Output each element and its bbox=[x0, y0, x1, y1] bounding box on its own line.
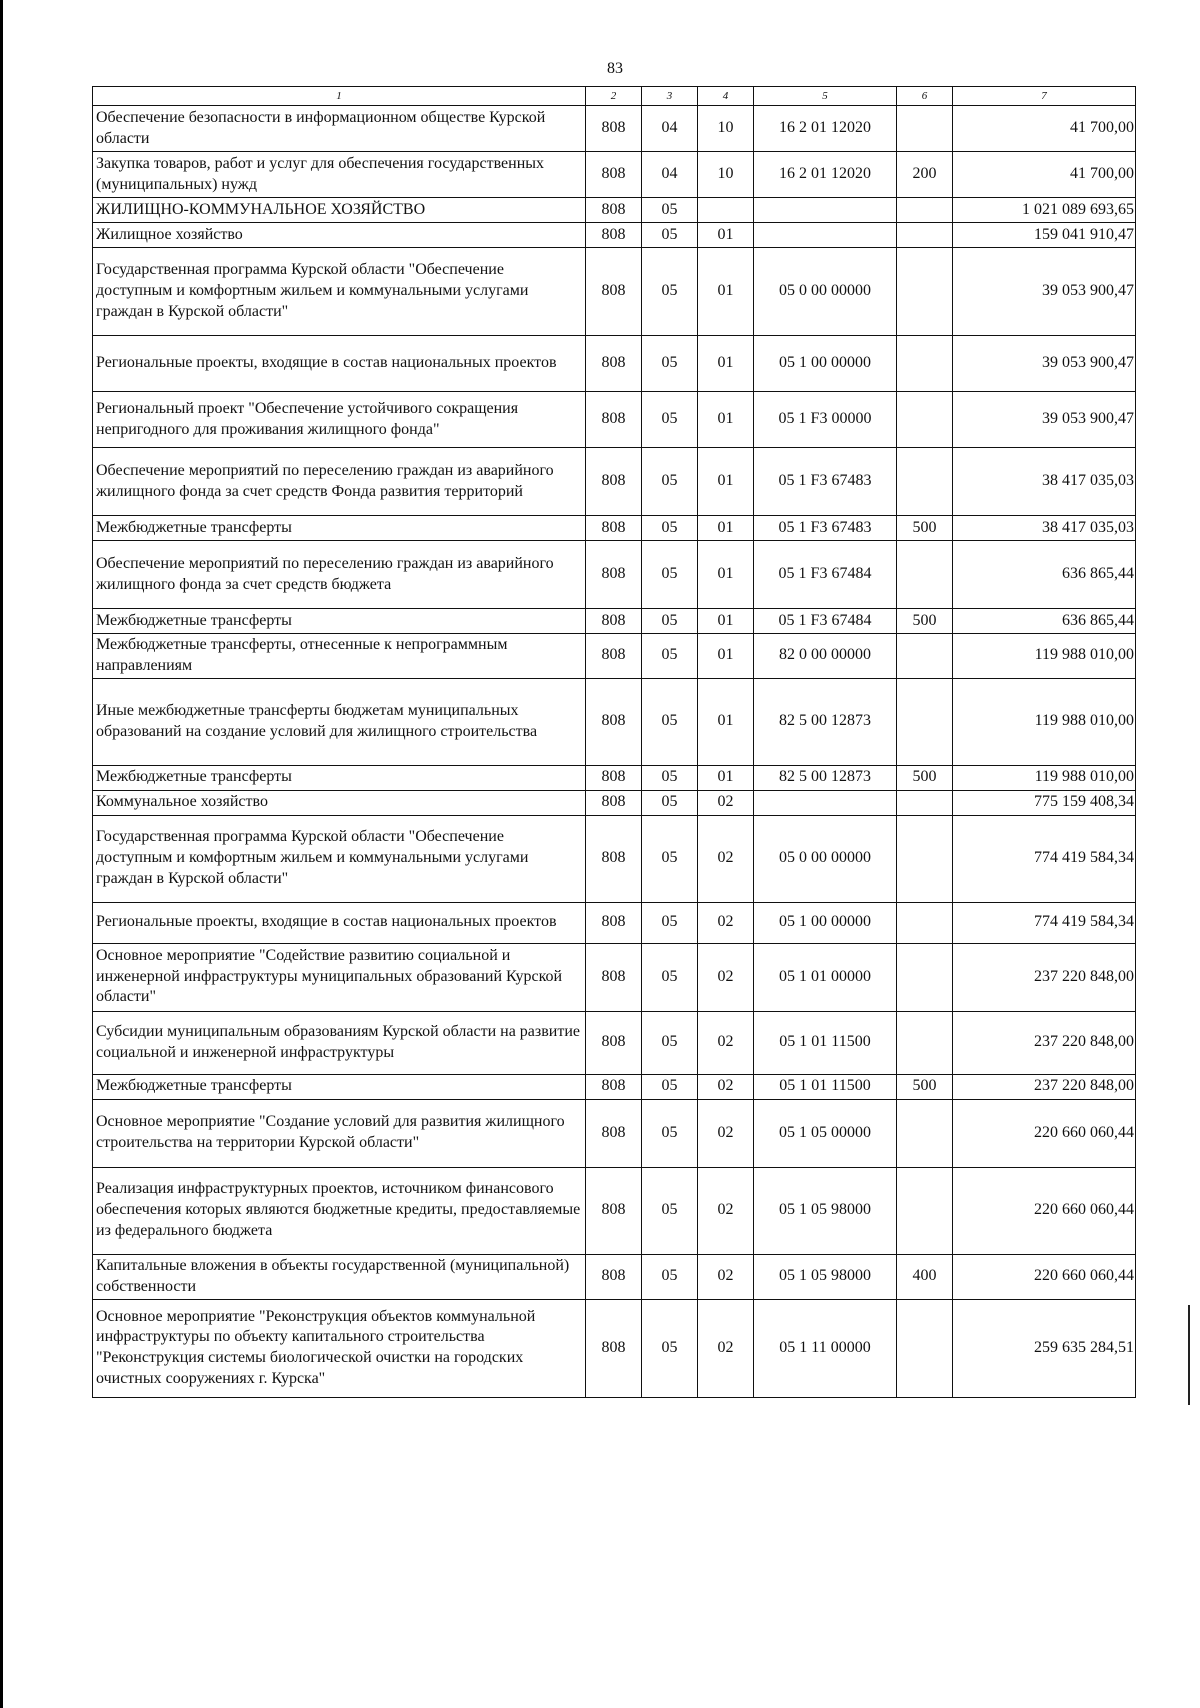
row-amount: 636 865,44 bbox=[953, 609, 1136, 634]
row-section: 05 bbox=[642, 223, 698, 248]
row-name: Межбюджетные трансферты bbox=[93, 1074, 586, 1099]
row-amount: 259 635 284,51 bbox=[953, 1299, 1136, 1397]
row-amount: 237 220 848,00 bbox=[953, 943, 1136, 1011]
row-subsection: 01 bbox=[698, 223, 754, 248]
row-target-article: 05 1 01 11500 bbox=[754, 1074, 897, 1099]
row-target-article: 05 1 05 00000 bbox=[754, 1099, 897, 1167]
row-amount: 119 988 010,00 bbox=[953, 765, 1136, 790]
row-expense-type bbox=[897, 1011, 953, 1074]
row-target-article: 05 0 00 00000 bbox=[754, 248, 897, 336]
row-name: Основное мероприятие "Создание условий для развития жилищного строительства на территории Курской области" bbox=[93, 1099, 586, 1167]
table-row bbox=[93, 448, 1136, 516]
row-section: 05 bbox=[642, 198, 698, 223]
row-expense-type bbox=[897, 106, 953, 152]
row-name: ЖИЛИЩНО-КОММУНАЛЬНОЕ ХОЗЯЙСТВО bbox=[93, 198, 586, 223]
row-ministry-code: 808 bbox=[586, 223, 642, 248]
row-section: 05 bbox=[642, 1074, 698, 1099]
row-subsection: 01 bbox=[698, 516, 754, 541]
row-target-article: 05 1 00 00000 bbox=[754, 902, 897, 943]
row-subsection: 02 bbox=[698, 790, 754, 815]
row-section: 05 bbox=[642, 1167, 698, 1254]
row-target-article: 05 1 05 98000 bbox=[754, 1254, 897, 1299]
row-ministry-code: 808 bbox=[586, 198, 642, 223]
row-amount: 220 660 060,44 bbox=[953, 1099, 1136, 1167]
row-target-article: 05 1 F3 67483 bbox=[754, 516, 897, 541]
row-section: 05 bbox=[642, 1011, 698, 1074]
scan-border bbox=[0, 0, 3, 1708]
table-row bbox=[93, 1254, 1136, 1299]
row-expense-type bbox=[897, 248, 953, 336]
row-name: Капитальные вложения в объекты государственной (муниципальной) собственности bbox=[93, 1254, 586, 1299]
row-section: 05 bbox=[642, 541, 698, 609]
row-ministry-code: 808 bbox=[586, 1011, 642, 1074]
row-section: 05 bbox=[642, 516, 698, 541]
scan-mark bbox=[1188, 1305, 1190, 1405]
row-section: 05 bbox=[642, 765, 698, 790]
row-expense-type bbox=[897, 223, 953, 248]
row-section: 05 bbox=[642, 1299, 698, 1397]
row-subsection: 02 bbox=[698, 902, 754, 943]
row-target-article: 82 5 00 12873 bbox=[754, 765, 897, 790]
row-ministry-code: 808 bbox=[586, 1099, 642, 1167]
table-row bbox=[93, 336, 1136, 392]
column-header: 1 bbox=[93, 87, 586, 106]
row-amount: 39 053 900,47 bbox=[953, 248, 1136, 336]
row-expense-type: 500 bbox=[897, 609, 953, 634]
table-row bbox=[93, 943, 1136, 1011]
row-target-article: 05 1 01 11500 bbox=[754, 1011, 897, 1074]
row-ministry-code: 808 bbox=[586, 678, 642, 765]
row-section: 05 bbox=[642, 943, 698, 1011]
row-subsection: 02 bbox=[698, 1167, 754, 1254]
row-name: Региональный проект "Обеспечение устойчивого сокращения непригодного для проживания жилищного фонда" bbox=[93, 392, 586, 448]
row-expense-type bbox=[897, 815, 953, 902]
row-subsection: 01 bbox=[698, 541, 754, 609]
row-amount: 41 700,00 bbox=[953, 106, 1136, 152]
row-ministry-code: 808 bbox=[586, 609, 642, 634]
table-row bbox=[93, 248, 1136, 336]
row-subsection: 02 bbox=[698, 1254, 754, 1299]
table-row bbox=[93, 815, 1136, 902]
row-subsection: 02 bbox=[698, 1074, 754, 1099]
row-ministry-code: 808 bbox=[586, 106, 642, 152]
row-name: Региональные проекты, входящие в состав национальных проектов bbox=[93, 902, 586, 943]
row-expense-type bbox=[897, 790, 953, 815]
row-name: Государственная программа Курской области "Обеспечение доступным и комфортным жильем и коммунальными услугами граждан в Курской области" bbox=[93, 815, 586, 902]
row-name: Обеспечение безопасности в информационном обществе Курской области bbox=[93, 106, 586, 152]
row-section: 05 bbox=[642, 248, 698, 336]
row-section: 05 bbox=[642, 609, 698, 634]
row-section: 05 bbox=[642, 336, 698, 392]
row-target-article: 05 1 F3 00000 bbox=[754, 392, 897, 448]
column-header: 2 bbox=[586, 87, 642, 106]
table-row bbox=[93, 609, 1136, 634]
table-row bbox=[93, 516, 1136, 541]
row-name: Региональные проекты, входящие в состав национальных проектов bbox=[93, 336, 586, 392]
row-target-article: 82 5 00 12873 bbox=[754, 678, 897, 765]
row-amount: 220 660 060,44 bbox=[953, 1167, 1136, 1254]
row-subsection: 01 bbox=[698, 392, 754, 448]
table-row bbox=[93, 541, 1136, 609]
table-row bbox=[93, 902, 1136, 943]
row-subsection: 01 bbox=[698, 765, 754, 790]
row-section: 05 bbox=[642, 1099, 698, 1167]
row-target-article bbox=[754, 223, 897, 248]
table-row bbox=[93, 1099, 1136, 1167]
row-expense-type: 400 bbox=[897, 1254, 953, 1299]
row-name: Межбюджетные трансферты bbox=[93, 609, 586, 634]
row-section: 05 bbox=[642, 392, 698, 448]
row-ministry-code: 808 bbox=[586, 790, 642, 815]
row-expense-type: 500 bbox=[897, 1074, 953, 1099]
row-target-article: 82 0 00 00000 bbox=[754, 634, 897, 679]
row-expense-type bbox=[897, 678, 953, 765]
row-expense-type bbox=[897, 1299, 953, 1397]
row-amount: 39 053 900,47 bbox=[953, 392, 1136, 448]
table-row bbox=[93, 678, 1136, 765]
table-row bbox=[93, 152, 1136, 198]
row-expense-type: 500 bbox=[897, 516, 953, 541]
row-subsection: 02 bbox=[698, 815, 754, 902]
table-row bbox=[93, 392, 1136, 448]
row-name: Жилищное хозяйство bbox=[93, 223, 586, 248]
row-expense-type bbox=[897, 541, 953, 609]
row-name: Обеспечение мероприятий по переселению граждан из аварийного жилищного фонда за счет средств Фонда развития территорий bbox=[93, 448, 586, 516]
row-target-article: 05 1 01 00000 bbox=[754, 943, 897, 1011]
row-name: Государственная программа Курской области "Обеспечение доступным и комфортным жильем и коммунальными услугами граждан в Курской области" bbox=[93, 248, 586, 336]
row-ministry-code: 808 bbox=[586, 943, 642, 1011]
row-amount: 41 700,00 bbox=[953, 152, 1136, 198]
row-name: Обеспечение мероприятий по переселению граждан из аварийного жилищного фонда за счет средств бюджета bbox=[93, 541, 586, 609]
row-amount: 774 419 584,34 bbox=[953, 815, 1136, 902]
row-subsection: 02 bbox=[698, 1299, 754, 1397]
column-header: 4 bbox=[698, 87, 754, 106]
row-section: 05 bbox=[642, 815, 698, 902]
row-target-article: 05 1 F3 67484 bbox=[754, 609, 897, 634]
row-ministry-code: 808 bbox=[586, 765, 642, 790]
row-ministry-code: 808 bbox=[586, 634, 642, 679]
row-expense-type bbox=[897, 943, 953, 1011]
row-name: Межбюджетные трансферты, отнесенные к непрограммным направлениям bbox=[93, 634, 586, 679]
row-subsection: 01 bbox=[698, 678, 754, 765]
row-expense-type bbox=[897, 392, 953, 448]
column-header-row bbox=[93, 87, 1136, 106]
row-amount: 38 417 035,03 bbox=[953, 516, 1136, 541]
column-header: 6 bbox=[897, 87, 953, 106]
row-ministry-code: 808 bbox=[586, 336, 642, 392]
row-target-article: 16 2 01 12020 bbox=[754, 152, 897, 198]
row-amount: 39 053 900,47 bbox=[953, 336, 1136, 392]
row-name: Закупка товаров, работ и услуг для обеспечения государственных (муниципальных) нужд bbox=[93, 152, 586, 198]
row-ministry-code: 808 bbox=[586, 152, 642, 198]
row-expense-type bbox=[897, 634, 953, 679]
row-subsection: 01 bbox=[698, 448, 754, 516]
row-name: Субсидии муниципальным образованиям Курской области на развитие социальной и инженерной инфраструктуры bbox=[93, 1011, 586, 1074]
row-ministry-code: 808 bbox=[586, 1254, 642, 1299]
row-amount: 1 021 089 693,65 bbox=[953, 198, 1136, 223]
row-ministry-code: 808 bbox=[586, 1074, 642, 1099]
row-ministry-code: 808 bbox=[586, 248, 642, 336]
row-subsection: 01 bbox=[698, 609, 754, 634]
row-section: 05 bbox=[642, 678, 698, 765]
table-row bbox=[93, 1299, 1136, 1397]
row-section: 05 bbox=[642, 448, 698, 516]
row-amount: 38 417 035,03 bbox=[953, 448, 1136, 516]
row-expense-type bbox=[897, 336, 953, 392]
row-amount: 774 419 584,34 bbox=[953, 902, 1136, 943]
row-ministry-code: 808 bbox=[586, 1167, 642, 1254]
row-subsection: 02 bbox=[698, 943, 754, 1011]
table-row bbox=[93, 1011, 1136, 1074]
table-row bbox=[93, 634, 1136, 679]
row-target-article bbox=[754, 790, 897, 815]
row-amount: 775 159 408,34 bbox=[953, 790, 1136, 815]
row-target-article: 05 1 05 98000 bbox=[754, 1167, 897, 1254]
row-ministry-code: 808 bbox=[586, 448, 642, 516]
table-row bbox=[93, 223, 1136, 248]
row-name: Основное мероприятие "Содействие развитию социальной и инженерной инфраструктуры муниципальных образований Курской области" bbox=[93, 943, 586, 1011]
row-subsection bbox=[698, 198, 754, 223]
row-section: 04 bbox=[642, 152, 698, 198]
row-subsection: 01 bbox=[698, 336, 754, 392]
row-section: 05 bbox=[642, 634, 698, 679]
row-amount: 636 865,44 bbox=[953, 541, 1136, 609]
page-number: 83 bbox=[607, 60, 623, 77]
table-row bbox=[93, 1167, 1136, 1254]
row-ministry-code: 808 bbox=[586, 815, 642, 902]
row-amount: 119 988 010,00 bbox=[953, 678, 1136, 765]
column-header: 7 bbox=[953, 87, 1136, 106]
row-ministry-code: 808 bbox=[586, 1299, 642, 1397]
row-ministry-code: 808 bbox=[586, 902, 642, 943]
row-subsection: 01 bbox=[698, 248, 754, 336]
column-header: 5 bbox=[754, 87, 897, 106]
row-ministry-code: 808 bbox=[586, 516, 642, 541]
row-amount: 159 041 910,47 bbox=[953, 223, 1136, 248]
row-expense-type: 500 bbox=[897, 765, 953, 790]
row-subsection: 10 bbox=[698, 152, 754, 198]
row-expense-type bbox=[897, 1167, 953, 1254]
row-expense-type bbox=[897, 1099, 953, 1167]
row-expense-type: 200 bbox=[897, 152, 953, 198]
row-expense-type bbox=[897, 198, 953, 223]
row-ministry-code: 808 bbox=[586, 392, 642, 448]
row-target-article bbox=[754, 198, 897, 223]
row-expense-type bbox=[897, 448, 953, 516]
row-subsection: 02 bbox=[698, 1099, 754, 1167]
row-section: 05 bbox=[642, 902, 698, 943]
row-amount: 237 220 848,00 bbox=[953, 1011, 1136, 1074]
row-subsection: 01 bbox=[698, 634, 754, 679]
row-name: Межбюджетные трансферты bbox=[93, 516, 586, 541]
table-row bbox=[93, 1074, 1136, 1099]
budget-table bbox=[92, 86, 1136, 1398]
row-section: 05 bbox=[642, 790, 698, 815]
row-section: 05 bbox=[642, 1254, 698, 1299]
row-target-article: 05 1 F3 67483 bbox=[754, 448, 897, 516]
row-amount: 220 660 060,44 bbox=[953, 1254, 1136, 1299]
row-section: 04 bbox=[642, 106, 698, 152]
row-amount: 119 988 010,00 bbox=[953, 634, 1136, 679]
row-target-article: 05 1 00 00000 bbox=[754, 336, 897, 392]
row-target-article: 05 0 00 00000 bbox=[754, 815, 897, 902]
column-header: 3 bbox=[642, 87, 698, 106]
table-row bbox=[93, 790, 1136, 815]
table-row bbox=[93, 106, 1136, 152]
row-name: Коммунальное хозяйство bbox=[93, 790, 586, 815]
row-subsection: 02 bbox=[698, 1011, 754, 1074]
row-ministry-code: 808 bbox=[586, 541, 642, 609]
row-amount: 237 220 848,00 bbox=[953, 1074, 1136, 1099]
row-name: Реализация инфраструктурных проектов, источником финансового обеспечения которых являются бюджетные кредиты, предоставляемые из федерального бюджета bbox=[93, 1167, 586, 1254]
row-target-article: 05 1 11 00000 bbox=[754, 1299, 897, 1397]
row-subsection: 10 bbox=[698, 106, 754, 152]
row-name: Иные межбюджетные трансферты бюджетам муниципальных образований на создание условий для жилищного строительства bbox=[93, 678, 586, 765]
row-name: Межбюджетные трансферты bbox=[93, 765, 586, 790]
table-row bbox=[93, 765, 1136, 790]
table-row bbox=[93, 198, 1136, 223]
row-expense-type bbox=[897, 902, 953, 943]
row-target-article: 16 2 01 12020 bbox=[754, 106, 897, 152]
row-target-article: 05 1 F3 67484 bbox=[754, 541, 897, 609]
row-name: Основное мероприятие "Реконструкция объектов коммунальной инфраструктуры по объекту капитального строительства "Реконструкция системы биологической очистки на городских очистных сооружениях г. Курска" bbox=[93, 1299, 586, 1397]
